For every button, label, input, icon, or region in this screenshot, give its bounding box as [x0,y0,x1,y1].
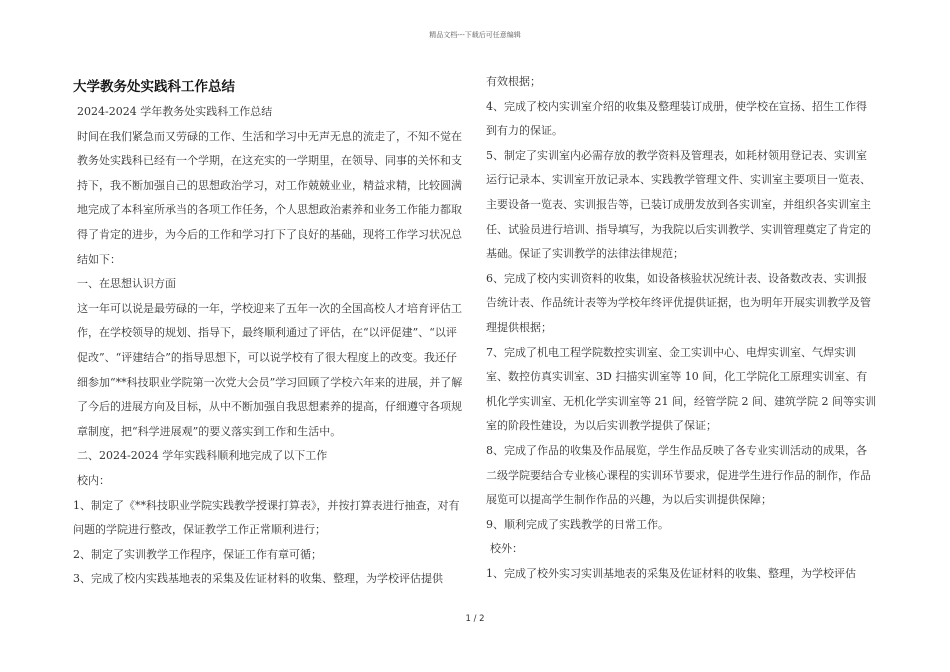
document-title: 大学教务处实践科工作总结 [73,79,235,95]
list-item: 6、完成了校内实训资料的收集，如设备核验状况统计表、设备数改表、实训报告统计表、作品统计表等为学校年终评优提供证据，也为明年开展实训教学及管理提供根据； [486,271,871,334]
list-item: 2、制定了实训教学工作程序，保证工作有章可循； [73,547,322,561]
list-item: 1、完成了校外实习实训基地表的采集及佐证材料的收集、整理，为学校评估 [486,566,856,580]
list-item: 7、完成了机电工程学院数控实训室、金工实训中心、电焊实训室、气焊实训室、数控仿真实训室、3D 扫描实训室等 10 间，化工学院化工原理实训室、有机化学实训室、无机化学实训室等 21 间，经管学院 2 间、建筑学院 2 间等实训室的阶段性建设，为以后实训教学提供了保证； [486,345,876,433]
paragraph: 这一年可以说是最劳碌的一年，学校迎来了五年一次的全国高校人才培育评估工作，在学校领导的规划、指导下，最终顺利通过了评估，在“以评促建”、“以评促改”、“评建结合”的指导思想下，可以说学校有了很大程度上的改变。我还仔细参加“**科技职业学院第一次党大会员”学习回顾了学校六年来的进展，并了解了今后的进展方向及目标，从中不断加强自我思想素养的提高，仔细遵守各项规章制度，把“科学进展观”的要义落实到工作和生活中。 [77,301,463,438]
list-item: 8、完成了作品的收集及作品展览，学生作品反映了各专业实训活动的成果，各二级学院要结合专业核心课程的实训环节要求，促进学生进行作品的制作，作品展览可以提高学生制作作品的兴趣，为以后实训提供保障； [486,443,871,507]
list-item: 3、完成了校内实践基地表的采集及佐证材料的收集、整理，为学校评估提供 [73,572,443,586]
page-number: 1 / 2 [465,614,485,624]
page-header: 精品文档---下载后可任意编辑 [429,31,521,39]
paragraph: 有效根据； [486,75,541,88]
subsection-label: 校外： [490,542,523,556]
section-heading: 二、2024-2024 学年实践科顺利地完成了以下工作 [77,449,328,463]
subtitle: 2024-2024 学年教务处实践科工作总结 [77,105,273,118]
section-heading: 一、在思想认识方面 [77,277,176,291]
left-column [73,74,465,592]
subsection-label: 校内： [77,473,110,487]
right-column [486,70,876,586]
list-item: 1、制定了《**科技职业学院实践教学授课打算表》，并按打算表进行抽查，对有问题的学院进行整改，保证教学工作正常顺利进行； [73,498,460,537]
list-item: 5、制定了实训室内必需存放的教学资料及管理表，如耗材领用登记表、实训室运行记录本、实训室开放记录本、实践教学管理文件、实训室主要项目一览表、主要设备一览表、实训报告等，已装订成册发放到各实训室，并组织各实训室主任、试验员进行培训、指导填写，为我院以后实训教学、实训管理奠定了肯定的基础。保证了实训教学的法律法律规范； [486,148,871,261]
list-item: 4、完成了校内实训室介绍的收集及整理装订成册，使学校在宣扬、招生工作得到有力的保证。 [486,99,867,138]
paragraph: 时间在我们紧急而又劳碌的工作、生活和学习中无声无息的流走了，不知不觉在教务处实践科已经有一个学期，在这充实的一学期里，在领导、同事的关怀和支持下，我不断加强自己的思想政治学习，对工作兢兢业业，精益求精，比较圆满地完成了本科室所承当的各项工作任务，个人思想政治素养和业务工作能力都取得了肯定的进步，为今后的工作和学习打下了良好的基础，现将工作学习状况总结如下： [77,129,462,266]
list-item: 9、顺利完成了实践教学的日常工作。 [486,517,669,531]
